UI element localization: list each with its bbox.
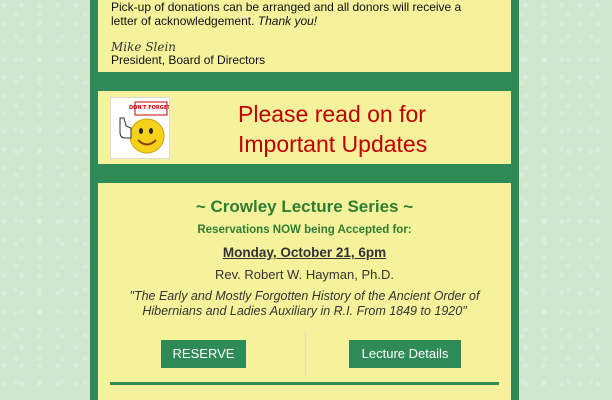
important-updates-heading xyxy=(238,99,427,159)
lecture-panel xyxy=(98,183,511,400)
dont-forget-smiley-icon xyxy=(110,97,170,159)
badge-text: DON'T FORGET! xyxy=(129,105,169,111)
reservations-notice: Reservations NOW being Accepted for: xyxy=(197,224,412,236)
update-banner xyxy=(98,91,511,164)
lecture-title-quote: "The Early and Mostly Forgotten History of the Ancient Order of Hibernians and Ladies Auxiliary in R.I. From 1849 to 1920" xyxy=(129,289,480,318)
intro-text xyxy=(111,0,491,28)
lecture-date: Monday, October 21, 6pm xyxy=(222,245,387,260)
intro-panel xyxy=(98,0,511,72)
newsletter-column xyxy=(90,0,519,400)
intro-paragraph: Pick-up of donations can be arranged and all donors will receive a letter of acknowledgement. xyxy=(111,0,462,28)
lecture-details-button[interactable]: Lecture Details xyxy=(349,340,461,368)
button-divider xyxy=(305,331,306,375)
lecture-series-title: ~ Crowley Lecture Series ~ xyxy=(195,197,414,216)
update-heading-line1: Please read on for xyxy=(238,101,426,127)
signer-title: President, Board of Directors xyxy=(111,53,266,67)
update-heading-line2: Important Updates xyxy=(238,131,428,157)
reserve-button[interactable]: RESERVE xyxy=(161,340,246,368)
thanks-text: Thank you! xyxy=(257,14,318,28)
lecture-speaker: Rev. Robert W. Hayman, Ph.D. xyxy=(215,267,394,282)
section-divider xyxy=(110,382,499,385)
signature: Mike Slein xyxy=(111,40,177,54)
